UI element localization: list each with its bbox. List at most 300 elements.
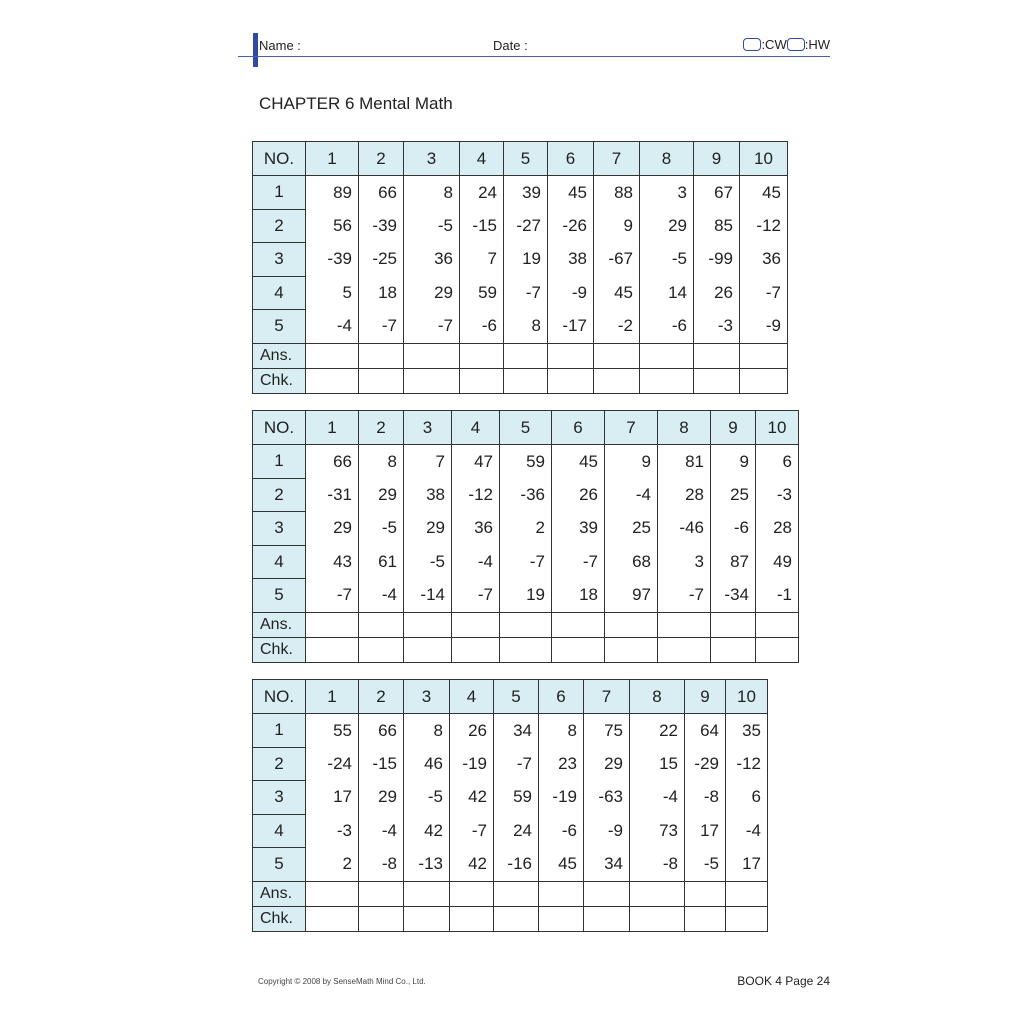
number-cell: 34 (494, 714, 539, 748)
number-cell: -7 (452, 579, 500, 613)
number-cell: 26 (694, 276, 740, 310)
column-header-cell: 10 (756, 411, 799, 445)
number-cell: -4 (306, 310, 359, 344)
number-cell: 81 (658, 445, 711, 479)
number-cell: -5 (685, 848, 726, 882)
table-row (253, 478, 799, 512)
column-header-cell: 7 (594, 142, 640, 176)
answer-row (253, 881, 768, 906)
check-row (253, 368, 788, 393)
check-cell[interactable] (306, 906, 359, 931)
number-cell: -39 (359, 209, 404, 243)
answer-row (253, 612, 799, 637)
number-cell: -7 (404, 310, 460, 344)
number-cell: 29 (404, 276, 460, 310)
row-label-cell: 1 (253, 176, 306, 210)
column-header-cell: 3 (404, 680, 450, 714)
check-cell[interactable] (726, 906, 768, 931)
check-row (253, 637, 799, 662)
answer-cell[interactable] (640, 343, 694, 368)
number-cell: -5 (640, 243, 694, 277)
number-cell: 29 (584, 747, 630, 781)
number-cell: 18 (359, 276, 404, 310)
column-header-cell: 10 (740, 142, 788, 176)
column-header-cell: 2 (359, 680, 404, 714)
answer-cell[interactable] (504, 343, 548, 368)
number-cell: 17 (306, 781, 359, 815)
column-header-cell: 3 (404, 411, 452, 445)
check-cell[interactable] (504, 368, 548, 393)
table-row (253, 747, 768, 781)
number-cell: -9 (584, 814, 630, 848)
number-cell: -39 (306, 243, 359, 277)
number-cell: -6 (460, 310, 504, 344)
number-cell: 36 (452, 512, 500, 546)
worksheet-table-2 (252, 410, 799, 663)
row-label-cell: 2 (253, 209, 306, 243)
column-header-cell: 9 (694, 142, 740, 176)
row-label-cell: 4 (253, 545, 306, 579)
number-cell: 29 (404, 512, 452, 546)
check-cell[interactable] (359, 637, 404, 662)
number-cell: 64 (685, 714, 726, 748)
answer-cell[interactable] (460, 343, 504, 368)
number-cell: 19 (500, 579, 552, 613)
check-cell[interactable] (548, 368, 594, 393)
answer-cell[interactable] (306, 612, 359, 637)
number-cell: 17 (685, 814, 726, 848)
column-header-cell: 8 (658, 411, 711, 445)
answer-row (253, 343, 788, 368)
number-cell: 29 (359, 478, 404, 512)
column-header-cell: 9 (685, 680, 726, 714)
number-cell: 25 (605, 512, 658, 546)
number-cell: 59 (494, 781, 539, 815)
answer-cell[interactable] (539, 881, 584, 906)
table-row (253, 176, 788, 210)
number-cell: 45 (548, 176, 594, 210)
number-cell: 29 (640, 209, 694, 243)
check-cell[interactable] (584, 906, 630, 931)
number-cell: -4 (630, 781, 685, 815)
number-cell: 24 (494, 814, 539, 848)
number-cell: -7 (504, 276, 548, 310)
number-cell: 23 (539, 747, 584, 781)
answer-cell[interactable] (452, 612, 500, 637)
number-cell: 3 (640, 176, 694, 210)
header-underline (238, 56, 830, 57)
number-cell: -46 (658, 512, 711, 546)
column-header-cell: 10 (726, 680, 768, 714)
number-cell: -9 (740, 310, 788, 344)
table-row (253, 445, 799, 479)
number-cell: -15 (359, 747, 404, 781)
check-cell[interactable] (594, 368, 640, 393)
check-cell[interactable] (404, 368, 460, 393)
row-label-cell: 1 (253, 445, 306, 479)
number-cell: -31 (306, 478, 359, 512)
page-number: BOOK 4 Page 24 (737, 974, 830, 988)
number-cell: 67 (694, 176, 740, 210)
number-cell: 46 (404, 747, 450, 781)
number-cell: 39 (552, 512, 605, 546)
number-cell: -34 (711, 579, 756, 613)
check-cell[interactable] (404, 906, 450, 931)
number-cell: 9 (605, 445, 658, 479)
number-cell: -19 (450, 747, 494, 781)
check-cell[interactable] (452, 637, 500, 662)
number-cell: 73 (630, 814, 685, 848)
number-cell: 26 (552, 478, 605, 512)
number-cell: 59 (460, 276, 504, 310)
number-cell: -3 (756, 478, 799, 512)
number-cell: -7 (450, 814, 494, 848)
number-cell: 43 (306, 545, 359, 579)
number-cell: 42 (450, 781, 494, 815)
row-label-cell: 2 (253, 747, 306, 781)
check-cell[interactable] (306, 368, 359, 393)
worksheet-table-3 (252, 679, 768, 932)
number-cell: 47 (452, 445, 500, 479)
row-label-cell: 5 (253, 579, 306, 613)
number-cell: -16 (494, 848, 539, 882)
number-cell: -4 (452, 545, 500, 579)
number-cell: 88 (594, 176, 640, 210)
number-cell: -5 (404, 781, 450, 815)
number-cell: -8 (359, 848, 404, 882)
check-cell[interactable] (658, 637, 711, 662)
answer-cell[interactable] (711, 612, 756, 637)
answer-cell[interactable] (359, 881, 404, 906)
column-header-cell: 1 (306, 680, 359, 714)
answer-cell[interactable] (500, 612, 552, 637)
table-row (253, 545, 799, 579)
cw-hw-checkboxes (743, 37, 830, 52)
row-label-cell: 4 (253, 814, 306, 848)
answer-cell[interactable] (404, 612, 452, 637)
answer-cell[interactable] (584, 881, 630, 906)
table-row (253, 814, 768, 848)
number-cell: 36 (740, 243, 788, 277)
answer-cell[interactable] (726, 881, 768, 906)
number-cell: -3 (306, 814, 359, 848)
number-cell: -27 (504, 209, 548, 243)
check-cell[interactable] (306, 637, 359, 662)
column-header-cell: 7 (584, 680, 630, 714)
number-cell: 3 (658, 545, 711, 579)
number-cell: 42 (450, 848, 494, 882)
number-cell: 45 (539, 848, 584, 882)
answer-cell[interactable] (552, 612, 605, 637)
number-cell: 55 (306, 714, 359, 748)
number-cell: 6 (756, 445, 799, 479)
page-title: CHAPTER 6 Mental Math (259, 94, 453, 113)
table-row (253, 243, 788, 277)
number-cell: -5 (359, 512, 404, 546)
table-row (253, 848, 768, 882)
answer-cell[interactable] (685, 881, 726, 906)
number-cell: -17 (548, 310, 594, 344)
number-cell: 9 (711, 445, 756, 479)
column-header-cell: 3 (404, 142, 460, 176)
number-cell: -36 (500, 478, 552, 512)
column-header-cell: 2 (359, 411, 404, 445)
number-cell: -12 (740, 209, 788, 243)
name-label: Name : (259, 38, 301, 53)
number-cell: 24 (460, 176, 504, 210)
row-label-cell: 1 (253, 714, 306, 748)
number-cell: 2 (500, 512, 552, 546)
answer-cell[interactable] (630, 881, 685, 906)
number-cell: 97 (605, 579, 658, 613)
number-cell: 8 (404, 176, 460, 210)
table-row (253, 310, 788, 344)
table-row (253, 512, 799, 546)
number-cell: 34 (584, 848, 630, 882)
table-row (253, 276, 788, 310)
column-header-cell: 8 (640, 142, 694, 176)
check-row-label: Chk. (253, 637, 306, 662)
answer-cell[interactable] (740, 343, 788, 368)
column-header-cell: 4 (460, 142, 504, 176)
number-cell: 56 (306, 209, 359, 243)
check-cell[interactable] (460, 368, 504, 393)
number-cell: 8 (539, 714, 584, 748)
check-cell[interactable] (359, 368, 404, 393)
column-header-cell: 7 (605, 411, 658, 445)
answer-row-label: Ans. (253, 343, 306, 368)
table-row (253, 209, 788, 243)
number-cell: -99 (694, 243, 740, 277)
number-cell: -7 (552, 545, 605, 579)
number-cell: -4 (359, 814, 404, 848)
table-header-row (253, 142, 788, 176)
number-cell: -24 (306, 747, 359, 781)
copyright-text: Copyright © 2008 by SenseMath Mind Co., Ltd. (258, 977, 426, 986)
number-cell: 6 (726, 781, 768, 815)
number-cell: -4 (605, 478, 658, 512)
column-header-cell: 9 (711, 411, 756, 445)
column-header-cell: 1 (306, 142, 359, 176)
answer-cell[interactable] (306, 343, 359, 368)
number-cell: 8 (404, 714, 450, 748)
number-cell: 9 (594, 209, 640, 243)
number-cell: -1 (756, 579, 799, 613)
table-header-row (253, 680, 768, 714)
number-cell: 59 (500, 445, 552, 479)
answer-cell[interactable] (306, 881, 359, 906)
check-cell[interactable] (552, 637, 605, 662)
number-cell: -29 (685, 747, 726, 781)
answer-cell[interactable] (450, 881, 494, 906)
number-cell: 29 (359, 781, 404, 815)
check-cell[interactable] (640, 368, 694, 393)
row-label-cell: 4 (253, 276, 306, 310)
answer-cell[interactable] (605, 612, 658, 637)
number-cell: 38 (404, 478, 452, 512)
no-header-cell: NO. (253, 142, 306, 176)
check-cell[interactable] (605, 637, 658, 662)
number-cell: 18 (552, 579, 605, 613)
number-cell: 8 (359, 445, 404, 479)
number-cell: 87 (711, 545, 756, 579)
number-cell: 2 (306, 848, 359, 882)
number-cell: 8 (504, 310, 548, 344)
number-cell: 7 (460, 243, 504, 277)
check-cell[interactable] (711, 637, 756, 662)
number-cell: -8 (630, 848, 685, 882)
number-cell: 39 (504, 176, 548, 210)
row-label-cell: 3 (253, 512, 306, 546)
column-header-cell: 4 (450, 680, 494, 714)
check-cell[interactable] (630, 906, 685, 931)
number-cell: 19 (504, 243, 548, 277)
no-header-cell: NO. (253, 411, 306, 445)
check-cell[interactable] (685, 906, 726, 931)
number-cell: 28 (756, 512, 799, 546)
number-cell: -6 (640, 310, 694, 344)
number-cell: -2 (594, 310, 640, 344)
number-cell: -25 (359, 243, 404, 277)
number-cell: 45 (552, 445, 605, 479)
number-cell: 49 (756, 545, 799, 579)
number-cell: 14 (640, 276, 694, 310)
number-cell: -8 (685, 781, 726, 815)
check-row-label: Chk. (253, 368, 306, 393)
check-row-label: Chk. (253, 906, 306, 931)
number-cell: 15 (630, 747, 685, 781)
column-header-cell: 6 (548, 142, 594, 176)
number-cell: 85 (694, 209, 740, 243)
number-cell: -19 (539, 781, 584, 815)
number-cell: -7 (306, 579, 359, 613)
number-cell: 29 (306, 512, 359, 546)
answer-cell[interactable] (359, 612, 404, 637)
check-cell[interactable] (359, 906, 404, 931)
table-row (253, 579, 799, 613)
number-cell: -5 (404, 209, 460, 243)
date-label: Date : (493, 38, 528, 53)
column-header-cell: 4 (452, 411, 500, 445)
number-cell: 66 (359, 176, 404, 210)
number-cell: -67 (594, 243, 640, 277)
check-row (253, 906, 768, 931)
column-header-cell: 6 (552, 411, 605, 445)
number-cell: 75 (584, 714, 630, 748)
number-cell: 5 (306, 276, 359, 310)
number-cell: -6 (539, 814, 584, 848)
number-cell: -7 (494, 747, 539, 781)
number-cell: -6 (711, 512, 756, 546)
number-cell: -3 (694, 310, 740, 344)
check-cell[interactable] (756, 637, 799, 662)
answer-cell[interactable] (404, 881, 450, 906)
row-label-cell: 2 (253, 478, 306, 512)
number-cell: 28 (658, 478, 711, 512)
header-accent-bar (253, 33, 258, 67)
answer-cell[interactable] (494, 881, 539, 906)
number-cell: -4 (726, 814, 768, 848)
answer-cell[interactable] (404, 343, 460, 368)
table-row (253, 714, 768, 748)
number-cell: -7 (658, 579, 711, 613)
answer-cell[interactable] (694, 343, 740, 368)
number-cell: -7 (359, 310, 404, 344)
answer-cell[interactable] (756, 612, 799, 637)
answer-cell[interactable] (359, 343, 404, 368)
number-cell: -9 (548, 276, 594, 310)
column-header-cell: 2 (359, 142, 404, 176)
check-cell[interactable] (539, 906, 584, 931)
cw-checkbox[interactable] (743, 38, 761, 51)
number-cell: 66 (306, 445, 359, 479)
number-cell: 7 (404, 445, 452, 479)
cw-label: :CW (761, 37, 787, 52)
check-cell[interactable] (450, 906, 494, 931)
number-cell: -13 (404, 848, 450, 882)
check-cell[interactable] (694, 368, 740, 393)
column-header-cell: 5 (500, 411, 552, 445)
check-cell[interactable] (500, 637, 552, 662)
column-header-cell: 5 (494, 680, 539, 714)
row-label-cell: 5 (253, 310, 306, 344)
number-cell: 22 (630, 714, 685, 748)
column-header-cell: 1 (306, 411, 359, 445)
table-header-row (253, 411, 799, 445)
number-cell: 89 (306, 176, 359, 210)
number-cell: 26 (450, 714, 494, 748)
worksheet-table-1 (252, 141, 788, 394)
number-cell: -12 (726, 747, 768, 781)
number-cell: 66 (359, 714, 404, 748)
column-header-cell: 8 (630, 680, 685, 714)
number-cell: 45 (594, 276, 640, 310)
number-cell: -7 (740, 276, 788, 310)
number-cell: 35 (726, 714, 768, 748)
number-cell: -15 (460, 209, 504, 243)
number-cell: 45 (740, 176, 788, 210)
check-cell[interactable] (404, 637, 452, 662)
table-row (253, 781, 768, 815)
row-label-cell: 5 (253, 848, 306, 882)
number-cell: -5 (404, 545, 452, 579)
number-cell: 36 (404, 243, 460, 277)
answer-cell[interactable] (548, 343, 594, 368)
row-label-cell: 3 (253, 243, 306, 277)
answer-row-label: Ans. (253, 881, 306, 906)
no-header-cell: NO. (253, 680, 306, 714)
answer-cell[interactable] (594, 343, 640, 368)
check-cell[interactable] (494, 906, 539, 931)
number-cell: -4 (359, 579, 404, 613)
number-cell: -63 (584, 781, 630, 815)
worksheet-header (238, 30, 830, 58)
answer-row-label: Ans. (253, 612, 306, 637)
column-header-cell: 6 (539, 680, 584, 714)
hw-label: :HW (804, 37, 830, 52)
column-header-cell: 5 (504, 142, 548, 176)
number-cell: 68 (605, 545, 658, 579)
check-cell[interactable] (740, 368, 788, 393)
number-cell: 42 (404, 814, 450, 848)
hw-checkbox[interactable] (787, 38, 805, 51)
number-cell: 38 (548, 243, 594, 277)
number-cell: -14 (404, 579, 452, 613)
number-cell: 25 (711, 478, 756, 512)
row-label-cell: 3 (253, 781, 306, 815)
answer-cell[interactable] (658, 612, 711, 637)
number-cell: 61 (359, 545, 404, 579)
